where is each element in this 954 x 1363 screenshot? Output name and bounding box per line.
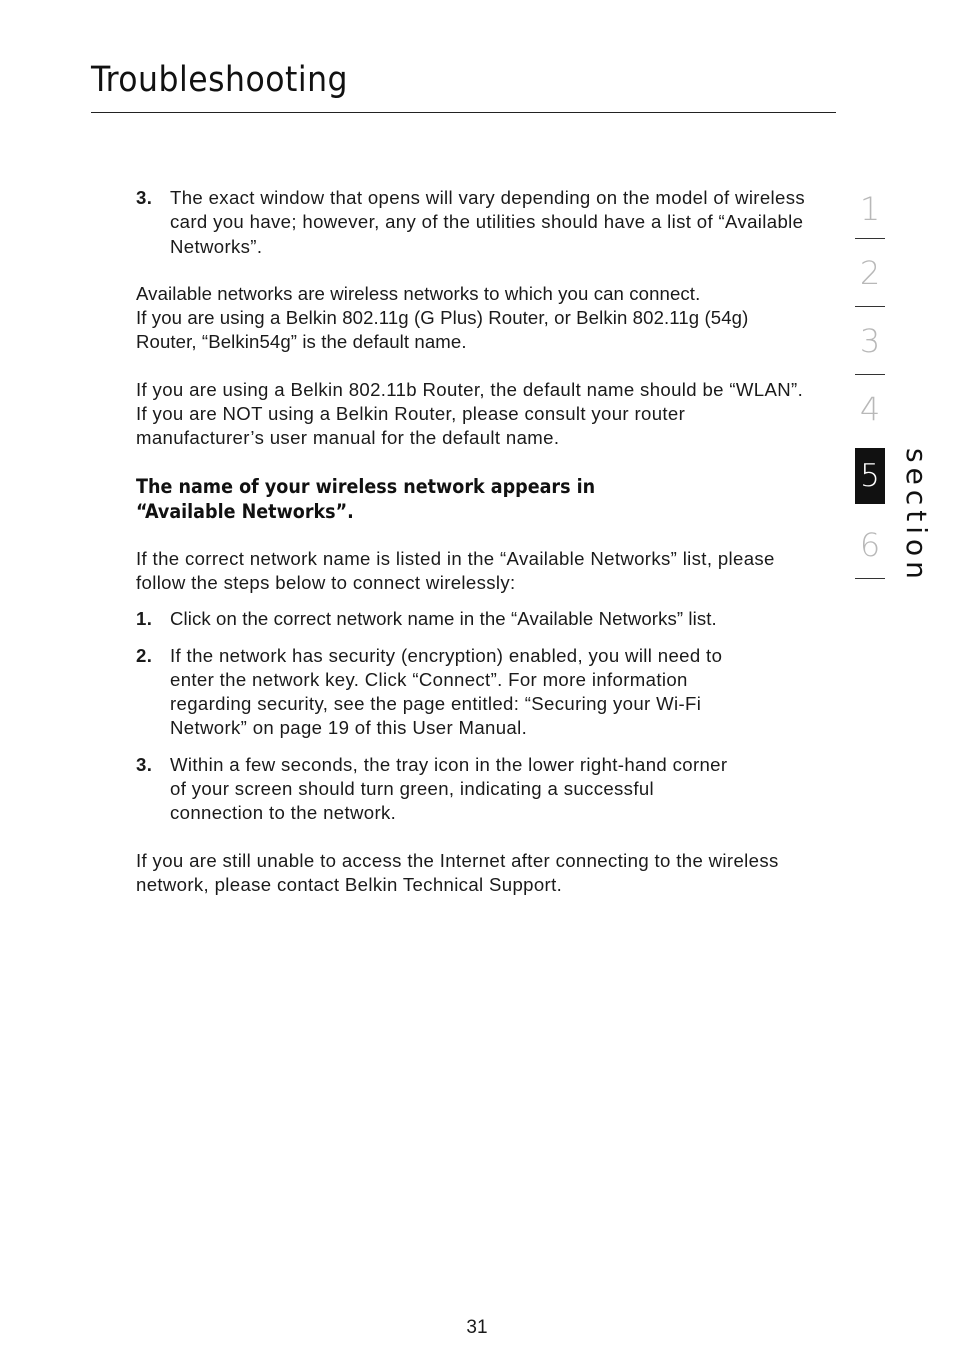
correct-network-paragraph: If the correct network name is listed in the “Available Networks” list, please follow the steps below to connect wirelessly: (136, 547, 775, 593)
step-text: If the network has security (encryption) enabled, you will need to enter the network key. Click “Connect”. For more information regarding security, see the page entitled: “Securing your Wi-Fi Network” on page 19 of this User Manual. (170, 644, 723, 739)
tab-divider (855, 374, 885, 375)
main-content (136, 186, 806, 897)
section-tab-3[interactable]: 3 (859, 322, 881, 360)
section-tab-5-active[interactable]: 5 (855, 448, 885, 504)
subheading-line-2: “Available Networks”. (136, 499, 354, 523)
step-text: Click on the correct network name in the “Available Networks” list. (170, 608, 717, 630)
connect-step-2 (136, 644, 806, 741)
connect-step-1 (136, 607, 806, 631)
subheading-line-1: The name of your wireless network appears in (136, 474, 596, 498)
section-tab-1[interactable]: 1 (859, 190, 881, 228)
title-divider (91, 112, 836, 113)
wlan-default-name: If you are using a Belkin 802.11b Router, the default name should be “WLAN”. If you are NOT using a Belkin Router, please consult your router manufacturer’s user manual for the default name. (136, 378, 804, 449)
section-label: section (900, 448, 933, 584)
tab-divider (855, 238, 885, 239)
step-text: Within a few seconds, the tray icon in the lower right-hand corner of your screen should turn green, indicating a successful connection to the network. (170, 753, 728, 824)
section-tab-6[interactable]: 6 (859, 526, 881, 564)
step-number: 2. (136, 644, 153, 666)
step-number: 1. (136, 608, 153, 630)
final-paragraph: If you are still unable to access the Internet after connecting to the wireless network, please contact Belkin Technical Support. (136, 849, 779, 895)
tab-divider (855, 578, 885, 579)
section-tab-2[interactable]: 2 (859, 254, 881, 292)
belkin54g-default-name: If you are using a Belkin 802.11g (G Plus) Router, or Belkin 802.11g (54g) Router, “Belkin54g” is the default name. (136, 307, 749, 353)
page-title: Troubleshooting (91, 60, 349, 100)
tab-divider (855, 306, 885, 307)
step-number: 3. (136, 187, 153, 208)
step-text: The exact window that opens will vary depending on the model of wireless card you have; however, any of the utilities should have a list of “Available Networks”. (170, 187, 805, 257)
available-networks-definition: Available networks are wireless networks to which you can connect. (136, 282, 701, 304)
subheading (136, 474, 806, 524)
step-number: 3. (136, 753, 153, 775)
connect-step-3 (136, 753, 806, 826)
section-tab-4[interactable]: 4 (859, 390, 881, 428)
intro-step (136, 186, 806, 259)
page-number: 31 (466, 1317, 488, 1338)
